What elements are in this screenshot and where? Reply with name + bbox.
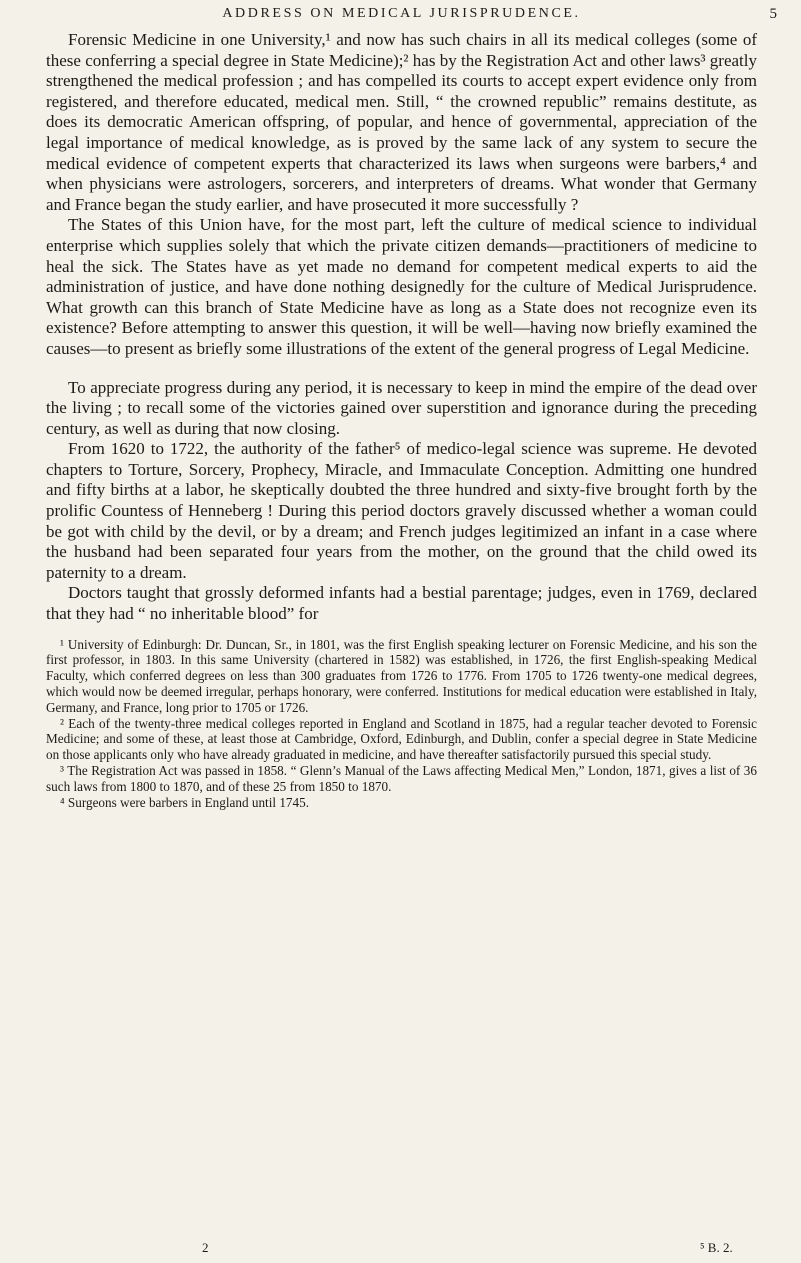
paragraph-2: The States of this Union have, for the most part, left the culture of medical science to individual enterprise which supplies solely that which the private citizen demands—practitioners of medicine to heal the sick. The States have as yet made no demand for competent medical experts to aid the administration of justice, and have done nothing designedly for the culture of Medical Jurisprudence. What growth can this branch of State Medicine have as long as a State does not recognize even its existence? Before attempting to answer this question, it will be well—having now briefly examined the causes—to present as briefly some illustrations of the extent of the general progress of Legal Medicine. [46,215,757,358]
paragraph-4: From 1620 to 1722, the authority of the father⁵ of medico-legal science was supreme. He devoted chapters to Torture, Sorcery, Prophecy, Miracle, and Immaculate Conception. Admitting one hundred and fifty births at a labor, he skeptically doubted the three hundred and sixty-five brought forth by the prolific Countess of Henneberg ! During this period doctors gravely discussed whether a woman could be got with child by the devil, or by a dream; and French judges legitimized an infant in a case where the husband had been separated four years from the mother, on the ground that the child owed its paternity to a dream. [46,439,757,582]
footnote-5: ⁵ B. 2. [700,1240,733,1255]
running-title: ADDRESS ON MEDICAL JURISPRUDENCE. [222,6,581,21]
footnote-4: ⁴ Surgeons were barbers in England until 1745. [60,794,310,810]
footnote-3: ³ The Registration Act was passed in 1858. “ Glenn’s Manual of the Laws affecting Medical Men,” London, 1871, gives a list of 36 such laws from 1800 to 1870, and of these 25 from 1850 to 1870. [46,763,757,794]
paragraph-5: Doctors taught that grossly deformed infants had a bestial parentage; judges, even in 1769, declared that they had “ no inheritable blood” for [46,583,757,624]
footnotes [46,637,757,811]
signature-mark: 2 [202,1240,209,1255]
running-head [46,6,777,30]
footnote-2: ² Each of the twenty-three medical colleges reported in England and Scotland in 1875, had a regular teacher devoted to Forensic Medicine; and some of these, at least those at Cambridge, Oxford, Edinburgh, and Dublin, confer a special degree in State Medicine on those applicants only who have already graduated in medicine, and have thereafter satisfactorily pursued this special study. [46,715,757,763]
body-text [46,30,757,625]
page-number: 5 [769,6,777,22]
footnote-1: ¹ University of Edinburgh: Dr. Duncan, Sr., in 1801, was the first English speaking lecturer on Forensic Medicine, and his son the first professor, in 1803. In this same University (chartered in 1582) was established, in 1726, the first English-speaking Medical Faculty, which conferred degrees on less than 300 graduates from 1726 to 1776. From 1705 to 1726 twenty-one medical degrees, which would now be deemed irregular, perhaps honorary, were conferred. Institutions for medical education were established in Italy, Germany, and France, long prior to 1705 or 1726. [46,636,757,715]
paragraph-3: To appreciate progress during any period, it is necessary to keep in mind the empire of the dead over the living ; to recall some of the victories gained over superstition and ignorance during the preceding century, as well as during that now closing. [46,377,757,438]
paragraph-1: Forensic Medicine in one University,¹ and now has such chairs in all its medical colleges (some of these conferring a special degree in State Medicine);² has by the Registration Act and other laws³ greatly strengthened the medical profession ; and has compelled its courts to accept expert evidence only from registered, and therefore educated, medical men. Still, “ the crowned republic” remains destitute, as does its democratic American offspring, of popular, and hence of governmental, appreciation of the legal importance of medical knowledge, as is proved by the same lack of any system to secure the medical evidence of competent experts that characterized its laws when surgeons were barbers,⁴ and when physicians were astrologers, sorcerers, and interpreters of dreams. What wonder that Germany and France began the study earlier, and have prosecuted it more successfully ? [46,30,757,214]
